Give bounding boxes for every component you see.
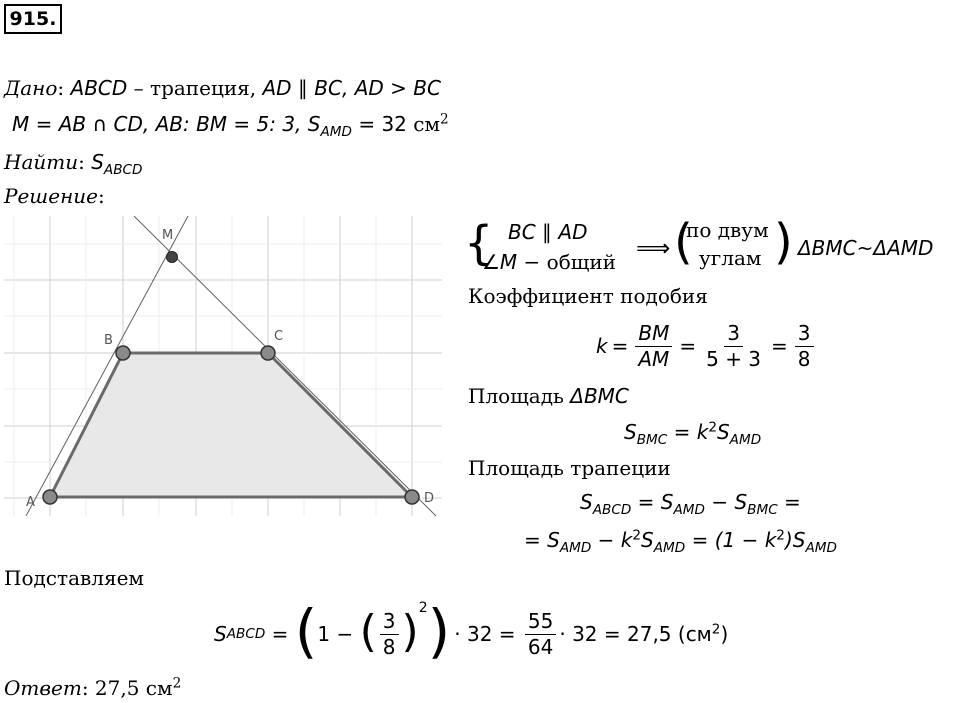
frac2-num: 3 (724, 322, 743, 347)
outer-paren-open: ( (294, 597, 318, 665)
label-c: C (274, 329, 284, 344)
sub-f2-den: 64 (527, 634, 554, 659)
sub-s: S (214, 622, 227, 646)
solution-heading: Решение: (4, 184, 105, 208)
l2-mid: = (1 − k (685, 528, 777, 552)
sub-tail (559, 622, 728, 646)
frac3-den: 8 (797, 346, 811, 371)
similarity-result: ΔBMC~ΔAMD (798, 236, 934, 260)
similarity-cond2 (482, 250, 616, 274)
area-trap-line2 (524, 527, 837, 556)
substitute-title: Подставляем (4, 566, 144, 590)
coefficient-formula (596, 316, 817, 376)
sub-tail-pow: 2 (711, 621, 721, 638)
l2-close: )S (784, 528, 806, 552)
trapezoid-fill (50, 353, 412, 497)
point-a (43, 490, 57, 504)
answer-pow: 2 (172, 675, 182, 692)
point-m (167, 252, 178, 263)
s-bmc-sub: BMC (636, 431, 668, 448)
paren-open: ( (674, 214, 693, 270)
l2-sub2: AMD (653, 539, 686, 556)
similarity-cond1: BC ∥ AD (508, 220, 588, 244)
l2-pow1: 2 (632, 527, 642, 544)
sub-frac-den: 8 (382, 634, 396, 659)
implies-arrow: ⟹ (636, 234, 671, 262)
sub-f2-num: 55 (525, 610, 556, 635)
common-text: − общий (517, 250, 616, 274)
point-b (116, 346, 130, 360)
trap-s-sub: ABCD (592, 501, 632, 518)
trap-s: S (580, 490, 593, 514)
l2-minus: − k (591, 528, 633, 552)
trap-bmc-sub: BMC (747, 501, 778, 518)
s-bmc: S (624, 420, 637, 444)
k-symbol: k (596, 334, 608, 358)
frac1-den: AM (638, 346, 670, 371)
similarity-block (464, 216, 960, 278)
label-a: A (26, 495, 35, 510)
k-pow: 2 (708, 419, 717, 436)
reason-bottom: углам (699, 246, 762, 270)
outer-paren-close: ) (427, 597, 451, 665)
coefficient-title: Коэффициент подобия (468, 284, 708, 308)
fraction-3-8 (795, 322, 814, 371)
given-figure: ABCD (70, 76, 128, 100)
system-brace: { (464, 216, 494, 270)
s-amd-sub: AMD (729, 431, 762, 448)
label-b: B (104, 333, 113, 348)
sub-tail-text: · 32 = 27,5 (см (559, 622, 712, 646)
frac3-num: 3 (795, 322, 814, 347)
given-line2-main: M = AB ∩ CD, AB: BM = 5: 3, S (12, 112, 321, 136)
given-line-1: Дано: ABCD – трапеция, AD ∥ BC, AD > BC (4, 76, 441, 100)
find-line: Найти: $S_{ABCD}$ (4, 150, 143, 178)
fraction-55-64 (525, 610, 556, 659)
area-bmc-formula (624, 419, 762, 448)
answer-value: : 27,5 см (81, 676, 173, 700)
sub-frac-num: 3 (380, 610, 399, 635)
given-line2-unit: см (413, 112, 441, 136)
trap-eq: = S (631, 490, 674, 514)
area-bmc-word: Площадь (468, 384, 571, 408)
answer-label: Ответ (4, 676, 82, 700)
given-line2-pow: 2 (440, 111, 449, 128)
trapezoid-figure (4, 216, 442, 516)
substitute-formula: S ABCD = ( 1 − ( $\frac{3}{8}$ ) 2 ) · 32 = $\frac{55}{64}$ · 32 = 27,5 $(см^2)$ (214, 597, 729, 665)
find-s: S (91, 150, 104, 174)
problem-number: 915. (4, 4, 62, 34)
area-bmc-title (468, 384, 629, 408)
sub-one-minus: 1 − (317, 622, 360, 646)
answer-line (4, 676, 181, 700)
trap-minus: − S (704, 490, 748, 514)
paren-close: ) (774, 214, 793, 270)
fraction-3-5plus3 (703, 322, 764, 371)
find-sub: ABCD (103, 161, 143, 178)
trap-amd-sub: AMD (673, 501, 705, 518)
given-label: Дано (4, 76, 58, 100)
inner-paren-open: ( (359, 606, 377, 657)
given-line2-sub: AMD (320, 123, 352, 140)
l2-pow2: 2 (776, 527, 785, 544)
fraction-bm-am (635, 322, 672, 371)
s-amd: S (716, 420, 730, 444)
area-trapezoid-title: Площадь трапеции (468, 456, 671, 480)
angle-m: ∠M (482, 250, 518, 274)
l2-sub3: AMD (805, 539, 837, 556)
label-d: D (424, 491, 435, 506)
sub-tail-close: ) (720, 622, 729, 646)
area-bmc-triangle: ΔBMC (570, 384, 629, 408)
l2-sub1: AMD (559, 539, 592, 556)
given-line-2 (12, 111, 449, 140)
reason-top: по двум (686, 218, 769, 242)
find-label: Найти (4, 150, 79, 174)
trap-tail: = (777, 490, 801, 514)
point-d (405, 490, 419, 504)
eq-1: = (611, 334, 629, 358)
l2-eq: = S (524, 528, 560, 552)
label-m: M (162, 228, 174, 243)
frac1-num: BM (635, 322, 672, 347)
sub-pow: 2 (418, 600, 428, 616)
eq-3: = (771, 334, 788, 358)
fraction-3-8-sub (380, 610, 399, 659)
sub-times32: · 32 = (454, 622, 522, 646)
area-trap-line1 (580, 490, 801, 518)
given-relation: AD ∥ BC, AD > BC (262, 76, 441, 100)
point-c (261, 346, 275, 360)
eq-k: = k (667, 420, 709, 444)
frac2-den: 5 + 3 (706, 346, 762, 371)
sub-eq: = (265, 622, 295, 646)
given-line2-eq: = 32 (351, 112, 414, 136)
l2-s: S (641, 528, 654, 552)
eq-2: = (679, 334, 697, 358)
inner-paren-close: ) (401, 606, 419, 657)
given-type: – трапеция, (127, 76, 263, 100)
solution-label: Решение (4, 184, 98, 208)
